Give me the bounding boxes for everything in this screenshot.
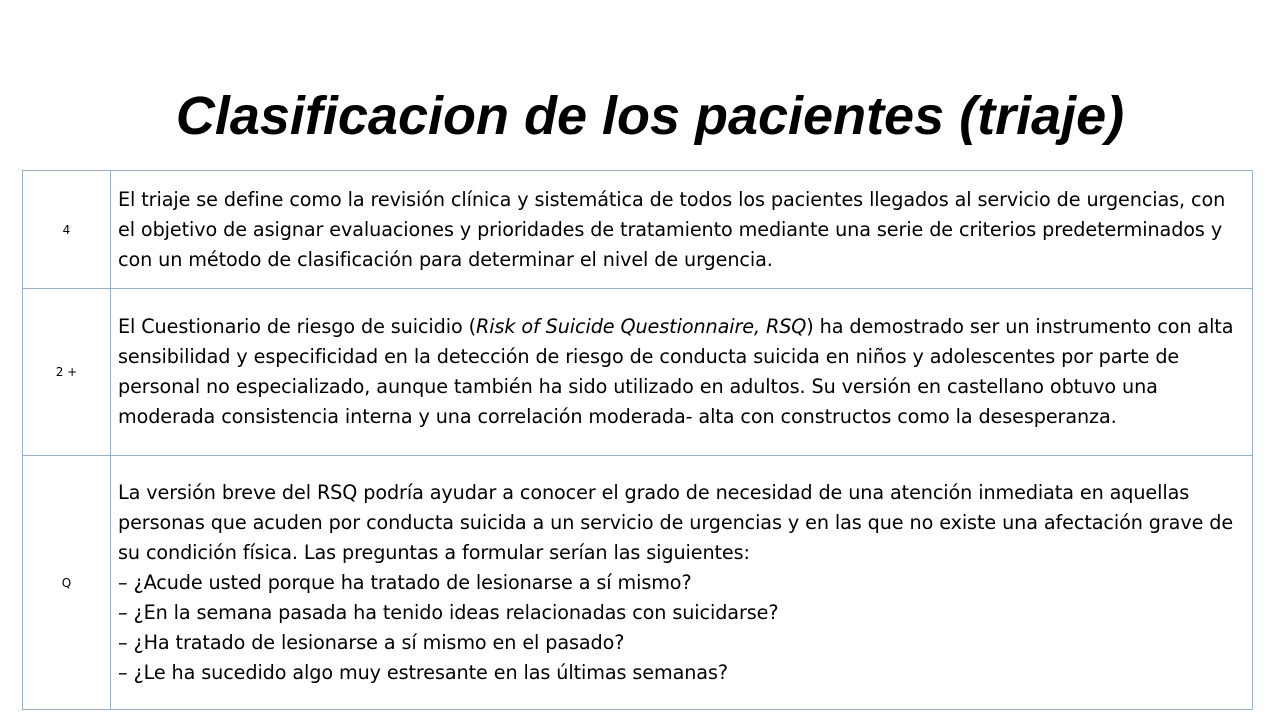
evidence-text-cell [111,171,1253,289]
evidence-intro: La versión breve del RSQ podría ayudar a conocer el grado de necesidad de una atención inmediata en aquellas personas que acuden por conducta suicida a un servicio de urgencias y en las que no existe una afectación grave de su condición física. Las preguntas a formular serían las siguientes: [118,480,1234,564]
evidence-text-start: El Cuestionario de riesgo de suicidio ( [118,315,476,338]
evidence-level-cell: 4 [23,171,111,289]
evidence-text-end: ) ha demostrado ser un instrumento con alta sensibilidad y especificidad en la detección de riesgo de conducta suicida en niños y adolescentes por parte de personal no especializado, aunque también ha sido utilizado en adultos. Su versión en castellano obtuvo una moderada consistencia interna y una correlación moderada- alta con constructos como la desesperanza. [118,315,1234,428]
question-item: – ¿Le ha sucedido algo muy estresante en las últimas semanas? [118,660,728,684]
evidence-text [118,312,1244,432]
evidence-level-cell: Q [23,456,111,710]
slide-title: Clasificacion de los pacientes (triaje) [175,86,1125,146]
evidence-text-cell [111,289,1253,456]
evidence-text: El triaje se define como la revisión clínica y sistemática de todos los pacientes llegados al servicio de urgencias, con el objetivo de asignar evaluaciones y prioridades de tratamiento mediante una serie de criterios predeterminados y con un método de clasificación para determinar el nivel de urgencia. [118,187,1226,271]
question-item: – ¿En la semana pasada ha tenido ideas relacionadas con suicidarse? [118,600,779,624]
question-item: – ¿Acude usted porque ha tratado de lesionarse a sí mismo? [118,570,692,594]
table-row [23,289,1253,456]
table-row [23,456,1253,710]
evidence-table [22,170,1253,710]
evidence-level-cell: 2 + [23,289,111,456]
table-row [23,171,1253,289]
question-item: – ¿Ha tratado de lesionarse a sí mismo en el pasado? [118,630,625,654]
evidence-text-cell [111,456,1253,710]
questionnaire-name: Risk of Suicide Questionnaire, RSQ [476,315,807,338]
